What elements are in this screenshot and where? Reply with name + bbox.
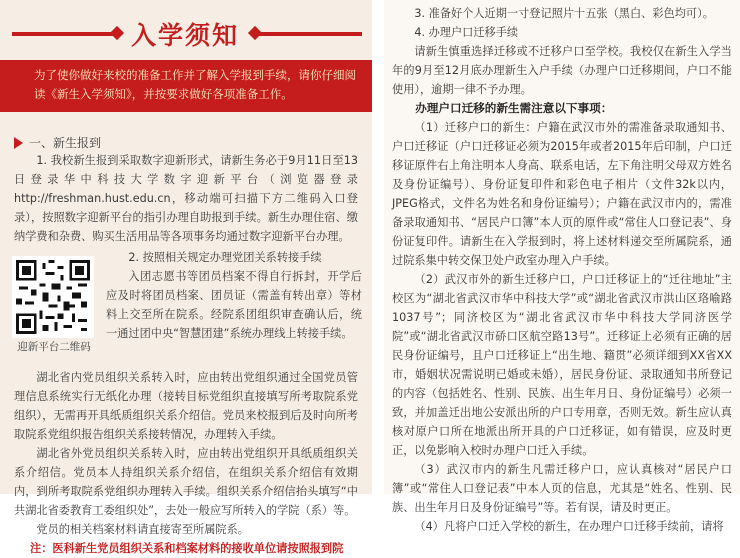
intro-banner: 为了使你做好来校的准备工作并了解入学报到手续，请你仔细阅读《新生入学须知》，并按要求做好各项准备工作。 [0,60,372,112]
right-column [384,0,740,533]
party-transfer-block [106,248,362,343]
paragraph-in-province: 湖北省内党员组织关系转入时，应由转出党组织通过全国党员管理信息系统实行无纸化办理（接转目标党组织直接填写所考取院系党组织），无需再开具纸质组织关系介绍信。党员来校报到后及时向所考取院系党组织报告组织关系接转情况，办理转入手续。 [14,371,358,441]
subheading-hukou-notes: 办理户口迁移的新生需注意以下事项： [415,101,613,115]
paragraph-hukou-4: （4）凡将户口迁入学校的新生，在办理户口迁移手续前，请将 [414,520,724,533]
title-rule-right [256,32,362,36]
qr-block [0,248,372,368]
section-heading-text: 一、新生报到 [29,136,102,150]
paragraph-league-files: 入团志愿书等团员档案不得自行拆封，开学后应及时将团员档案、团员证（需盖有转出章）等材料上交至所在院系。经院系团组织审查确认后，统一通过团中央“智慧团建”系统办理线上转接手续。 [106,270,362,340]
note-medical: 注：医科新生党员组织关系和档案材料的接收单位请按照报到院 [30,542,344,555]
qr-code-icon [16,260,90,334]
paragraph-photos: 3. 准备好个人近期一寸登记照片十五张（黑白、彩色均可）。 [414,7,714,20]
paragraph-hukou-2: （2）武汉市外的新生迁移户口，户口迁移证上的“迁往地址”主校区为“湖北省武汉市华中科技大学”或“湖北省武汉市洪山区珞喻路1037号”；同济校区为“湖北省武汉市华中科技大学同济医学院”或“湖北省武汉市硚口区航空路13号”。迁移证上必须有正确的居民身份证编号，且户口迁移证上“出生地、籍贯”必须详细到XX省XX市，婚姻状况需说明已婚或未婚），居民身份证、录取通知书所登记的内容（包括姓名、性别、民族、出生年月日、身份证编号）必须一致，并加盖迁出地公安派出所的户口专用章，否则无效。新生应认真核对原户口所在地派出所开具的户口迁移证，如有错误，应及时更正，以免影响入校时办理户口迁入手续。 [392,273,732,457]
triangle-bullet-icon [14,137,23,149]
paragraph-registration: 1. 我校新生报到采取数字迎新形式，请新生务必于9月11日至13日登录华中科技大学数字迎新平台（浏览器登录http://freshman.hust.edu.cn，移动端可扫描下方二维码入口登录），按照数字迎新平台的指引办理自助报到手续。新生办理住宿、缴纳学费和杂费、购买生活用品等各项事务均通过数字迎新平台办理。 [14,154,358,243]
paragraph-hukou-1: （1）迁移户口的新生：户籍在武汉市外的需准备录取通知书、户口迁移证（户口迁移证必须为2015年或者2015年后印制，户口迁移证原件右上角注明本人身高、联系电话，左下角注明父母双方姓名及身份证编号）、身份证复印件和彩色电子相片（文件32k以内，JPEG格式，文件名为姓名和身份证编号）；户籍在武汉市内的，需准备录取通知书、“居民户口簿”本人页的原件或“常住人口登记表”、身份证复印件。请新生在入学报到时，将上述材料递交至所属院系，通过院系集中转交保卫处户政室办理入户手续。 [392,121,732,267]
section-heading [14,134,372,151]
title-bar [0,12,372,52]
qr-code[interactable] [12,256,94,338]
qr-caption: 迎新平台二维码 [17,341,91,353]
paragraph-hukou-3: （3）武汉市内的新生凡需迁移户口，应认真核对“居民户口簿”或“常住人口登记表”中本人页的信息，尤其是“姓名、性别、民族、出生年月日及身份证编号”等。若有误，请及时更正。 [392,463,732,514]
paragraph-out-province: 湖北省外党员组织关系转入时，应由转出党组织开具纸质组织关系介绍信。党员本人持组织关系介绍信，在组织关系介绍信有效期内，到所考取院系党组织办理转入手续。组织关系介绍信抬头填写“中共湖北省委教育工委组织处”，去处一般应写所转入的学院（系）等。 [14,447,358,517]
page-title: 入学须知 [130,21,239,50]
paragraph-files: 党员的相关档案材料请直接寄至所属院系。 [36,523,249,536]
paragraph-hukou-intro: 请新生慎重选择迁移或不迁移户口至学校。我校仅在新生入学当年的9月至12月底办理新生入户手续（办理户口迁移期间，户口不能使用），逾期一律不予办理。 [392,45,732,96]
subheading-party-transfer: 2. 按照相关规定办理党团关系转接手续 [128,251,322,264]
subheading-hukou: 4. 办理户口迁移手续 [414,26,519,39]
title-rule-left [12,32,116,36]
